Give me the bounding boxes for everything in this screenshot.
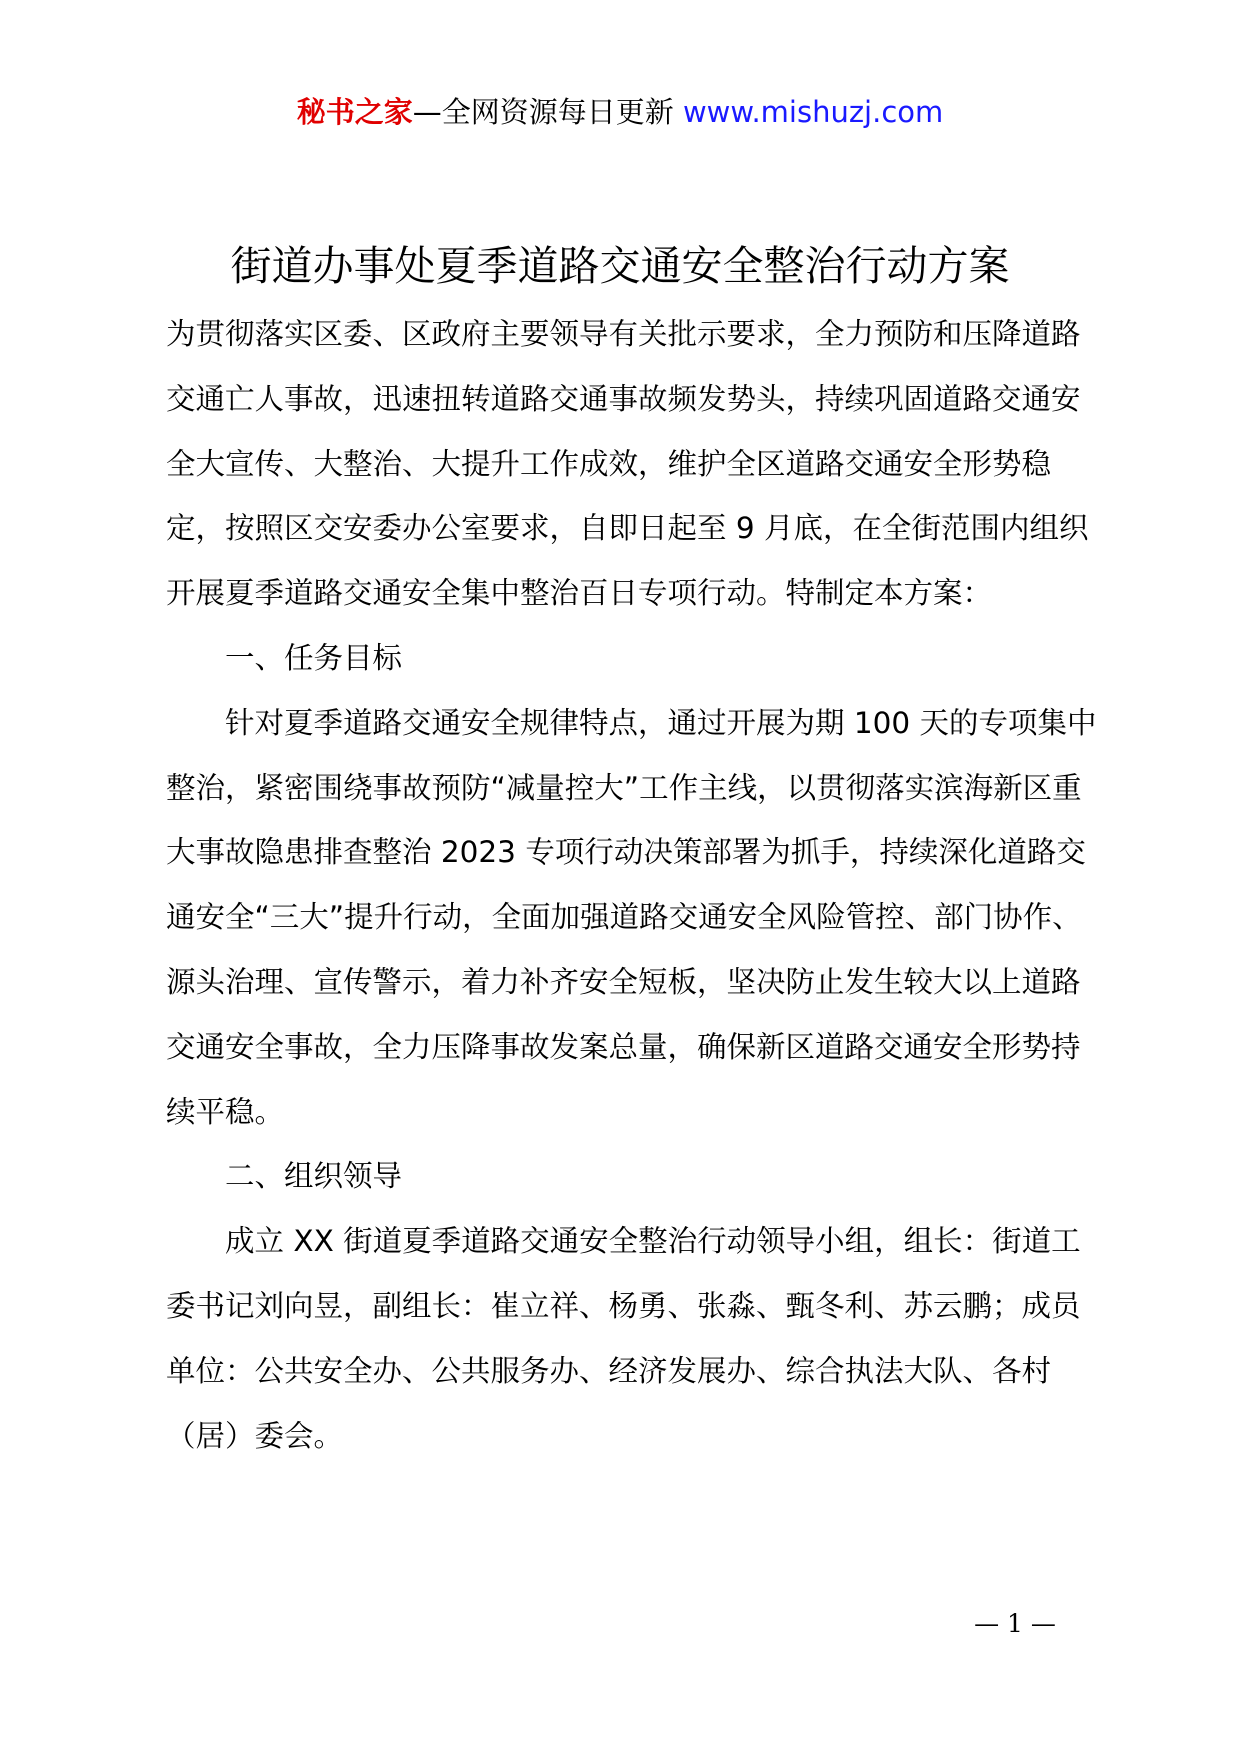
document-body [166, 302, 1106, 1468]
organization-paragraph: 成立 XX 街道夏季道路交通安全整治行动领导小组，组长：街道工委书记刘向昱，副组长：崔立祥、杨勇、张淼、甄冬利、苏云鹏；成员单位：公共安全办、公共服务办、经济发展办、综合执法大队、各村（居）委会。 [166, 1224, 1081, 1453]
document-title: 街道办事处夏季道路交通安全整治行动方案 [230, 242, 1010, 290]
site-header [0, 92, 1240, 132]
site-tagline: —全网资源每日更新 [412, 95, 683, 129]
task-goals-paragraph: 针对夏季道路交通安全规律特点，通过开展为期 100 天的专项集中整治，紧密围绕事故预防“减量控大”工作主线，以贯彻落实滨海新区重大事故隐患排查整治 2023 专项行动决策部署为抓手，持续深化道路交通安全“三大”提升行动，全面加强道路交通安全风险管控、部门协作、源头治理、宣传警示，着力补齐安全短板，坚决防止发生较大以上道路交通安全事故，全力压降事故发案总量，确保新区道路交通安全形势持续平稳。 [166, 705, 1097, 1129]
section-heading-task-goals: 一、任务目标 [225, 640, 403, 675]
site-brand: 秘书之家 [296, 95, 413, 129]
intro-paragraph: 为贯彻落实区委、区政府主要领导有关批示要求，全力预防和压降道路交通亡人事故，迅速扭转道路交通事故频发势头，持续巩固道路交通安全大宣传、大整治、大提升工作成效，维护全区道路交通安全形势稳定，按照区交安委办公室要求，自即日起至 9 月底，在全街范围内组织开展夏季道路交通安全集中整治百日专项行动。特制定本方案： [166, 317, 1089, 611]
page-number: — 1 — [974, 1609, 1056, 1638]
site-url-link[interactable]: www.mishuzj.com [682, 95, 944, 129]
section-heading-organization: 二、组织领导 [225, 1159, 403, 1194]
